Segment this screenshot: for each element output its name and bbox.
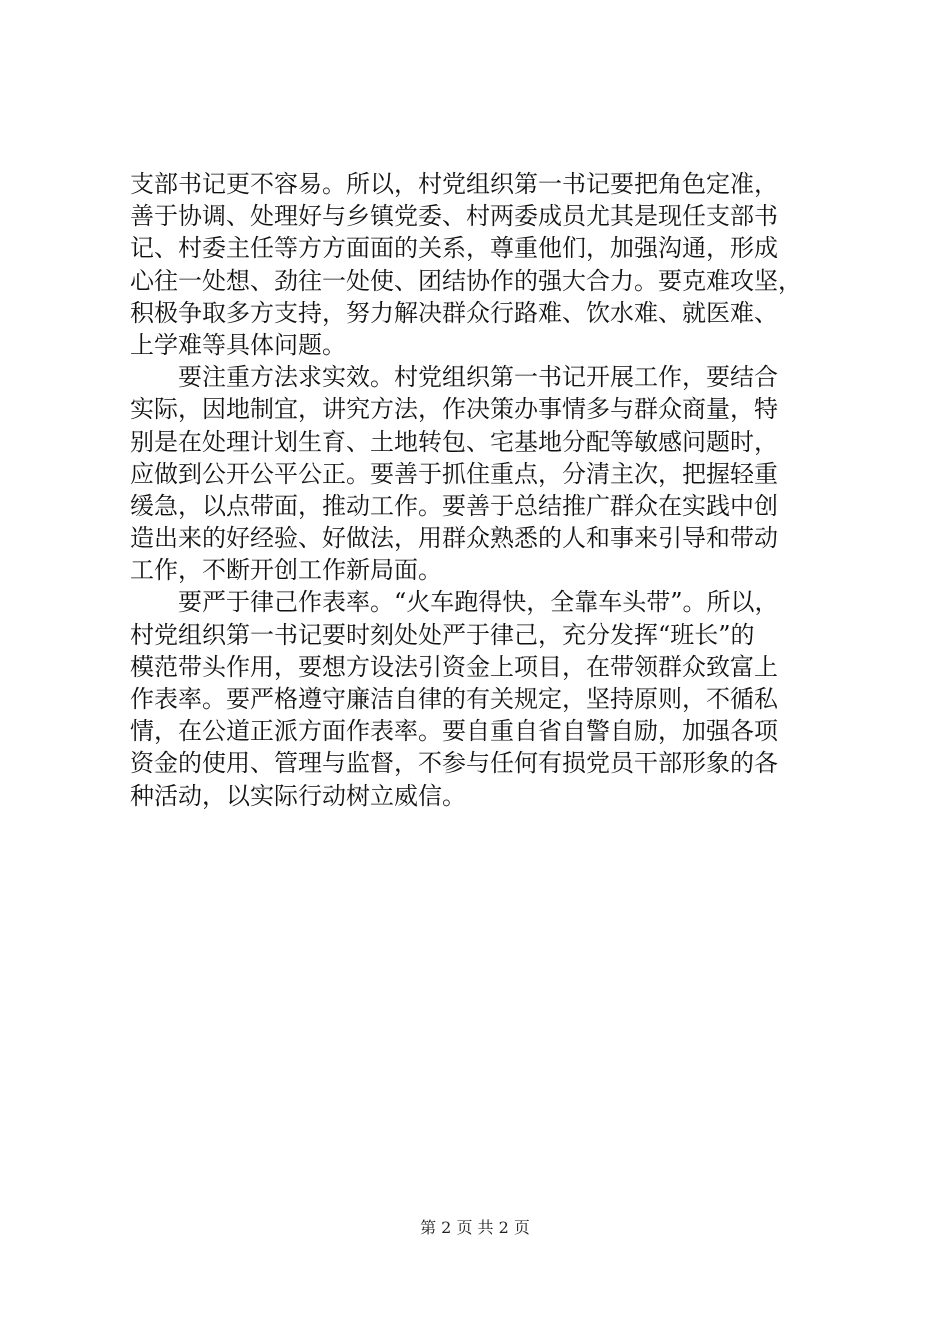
text-line: 资金的使用、管理与监督，不参与任何有损党员干部形象的各 — [130, 749, 778, 778]
text-line: 记、村委主任等方方面面的关系，尊重他们，加强沟通，形成 — [130, 234, 778, 263]
text-line: 要严于律己作表率。“火车跑得快，全靠车头带”。所以， — [130, 588, 779, 617]
text-line: 心往一处想、劲往一处使、团结协作的强大合力。要克难攻坚， — [130, 266, 802, 295]
text-line: 实际，因地制宜，讲究方法，作决策办事情多与群众商量，特 — [130, 395, 778, 424]
text-line: 工作，不断开创工作新局面。 — [130, 556, 442, 585]
text-line: 作表率。要严格遵守廉洁自律的有关规定，坚持原则，不循私 — [130, 685, 778, 713]
page-footer — [0, 1218, 950, 1238]
text-line: 要注重方法求实效。村党组织第一书记开展工作，要结合 — [130, 363, 778, 392]
text-line: 模范带头作用，要想方设法引资金上项目，在带领群众致富上 — [130, 652, 778, 681]
text-line: 种活动，以实际行动树立威信。 — [130, 781, 466, 810]
text-line: 上学难等具体问题。 — [130, 330, 346, 359]
text-line: 积极争取多方支持，努力解决群众行路难、饮水难、就医难、 — [130, 298, 778, 327]
text-line: 缓急，以点带面，推动工作。要善于总结推广群众在实践中创 — [130, 491, 778, 520]
text-line: 应做到公开公平公正。要善于抓住重点，分清主次，把握轻重 — [130, 459, 778, 488]
text-line: 支部书记更不容易。所以，村党组织第一书记要把角色定准， — [130, 170, 778, 198]
document-body — [130, 168, 830, 812]
text-line: 造出来的好经验、好做法，用群众熟悉的人和事来引导和带动 — [130, 524, 778, 553]
text-line: 情，在公道正派方面作表率。要自重自省自警自励，加强各项 — [130, 717, 778, 746]
text-line: 村党组织第一书记要时刻处处严于律己，充分发挥“班长”的 — [130, 620, 755, 649]
page-number-label: 第 2 页 共 2 页 — [420, 1218, 530, 1237]
text-line: 别是在处理计划生育、土地转包、宅基地分配等敏感问题时， — [130, 427, 778, 456]
text-line: 善于协调、处理好与乡镇党委、村两委成员尤其是现任支部书 — [130, 202, 778, 231]
